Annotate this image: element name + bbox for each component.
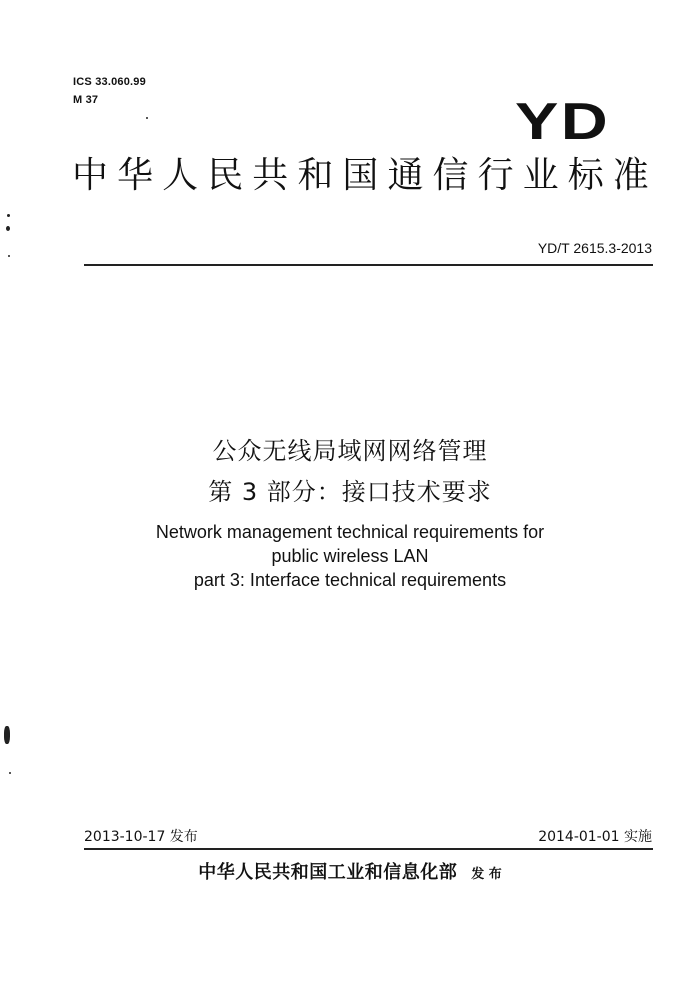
title-english-line-3: part 3: Interface technical requirements	[193, 570, 507, 590]
scan-speck	[146, 117, 148, 119]
implement-date: 2014-01-01 实施	[538, 829, 652, 845]
standard-number: YD/T 2615.3-2013	[537, 240, 652, 256]
title-english-line-1: Network management technical requirements for	[155, 522, 545, 542]
title-chinese-line-2: 第 3 部分：接口技术要求	[208, 478, 492, 506]
classification-code: M 37	[73, 94, 99, 106]
publish-date: 2013-10-17 发布	[84, 829, 198, 845]
scan-speck	[9, 772, 11, 774]
publisher-suffix: 发 布	[471, 867, 502, 882]
scan-speck	[6, 226, 10, 231]
standard-type-heading: 中华人民共和国通信行业标准	[72, 155, 650, 196]
scan-speck	[4, 726, 10, 744]
publisher-line	[0, 858, 700, 884]
header-divider	[84, 264, 653, 266]
publisher-name: 中华人民共和国工业和信息化部	[198, 862, 458, 883]
footer-divider	[84, 848, 653, 850]
ics-code: ICS 33.060.99	[73, 76, 146, 88]
scan-speck	[8, 255, 10, 257]
yd-logo: YD	[514, 93, 610, 151]
scan-speck	[7, 214, 10, 217]
title-chinese-line-1: 公众无线局域网网络管理	[212, 437, 488, 465]
title-english-line-2: public wireless LAN	[271, 546, 429, 566]
